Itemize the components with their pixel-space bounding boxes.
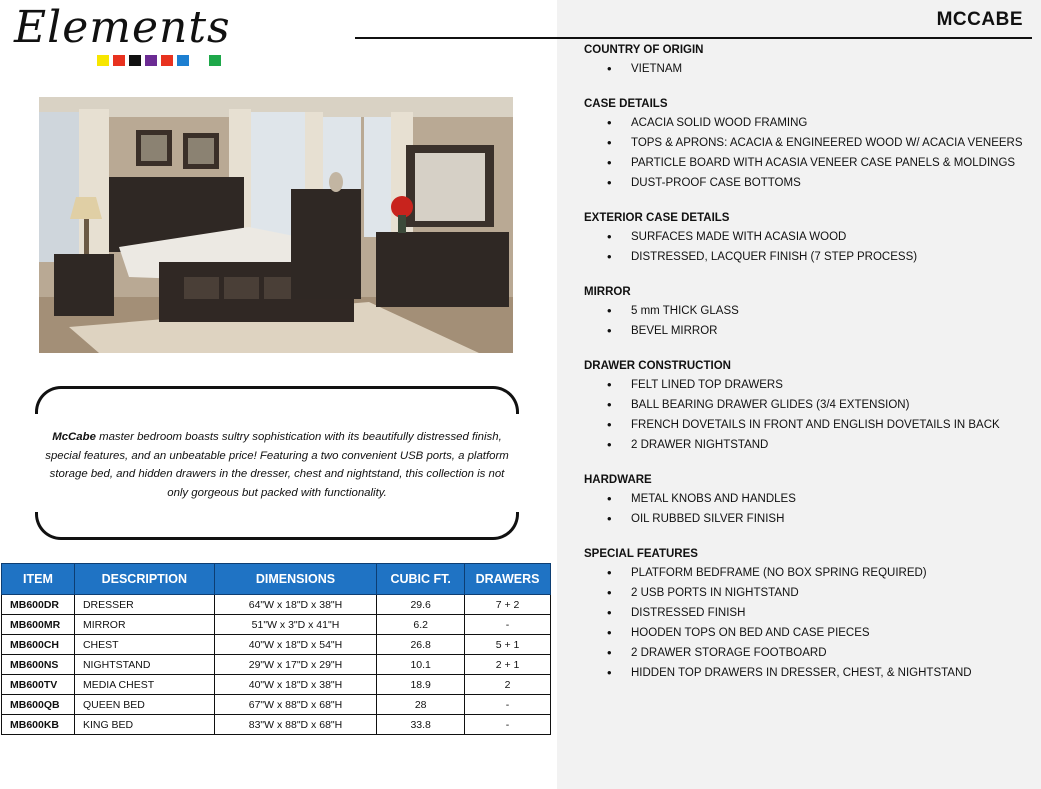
list-item: • PARTICLE BOARD WITH ACASIA VENEER CASE PANELS & MOLDINGS (584, 155, 1034, 171)
list-item: • DISTRESSED FINISH (584, 605, 1034, 621)
color-swatch (193, 55, 205, 66)
list-item: • BEVEL MIRROR (584, 323, 1034, 339)
table-header-row (2, 564, 551, 595)
brand-color-swatches (97, 55, 221, 66)
cell-description: QUEEN BED (74, 695, 214, 715)
color-swatch (145, 55, 157, 66)
cell-drawers: - (465, 715, 551, 735)
list-item: • OIL RUBBED SILVER FINISH (584, 511, 1034, 527)
list-item: • FRENCH DOVETAILS IN FRONT AND ENGLISH DOVETAILS IN BACK (584, 417, 1034, 433)
cell-item: MB600KB (2, 715, 75, 735)
color-swatch (129, 55, 141, 66)
cell-dimensions: 51"W x 3"D x 41"H (214, 615, 377, 635)
table-row (2, 595, 551, 615)
list-item: • 2 DRAWER NIGHTSTAND (584, 437, 1034, 453)
color-swatch (161, 55, 173, 66)
description-bracket-top (35, 386, 519, 414)
cell-dimensions: 67"W x 88"D x 68"H (214, 695, 377, 715)
cell-item: MB600NS (2, 655, 75, 675)
color-swatch (97, 55, 109, 66)
cell-cubic-ft: 6.2 (377, 615, 465, 635)
spec-section (584, 548, 1034, 681)
cell-drawers: - (465, 695, 551, 715)
color-swatch (209, 55, 221, 66)
section-list (584, 565, 1034, 681)
product-photo (39, 97, 513, 353)
cell-item: MB600MR (2, 615, 75, 635)
list-item: • SURFACES MADE WITH ACASIA WOOD (584, 229, 1034, 245)
spec-section (584, 98, 1034, 191)
cell-cubic-ft: 10.1 (377, 655, 465, 675)
cell-cubic-ft: 26.8 (377, 635, 465, 655)
section-title: SPECIAL FEATURES (584, 548, 698, 560)
list-item: • TOPS & APRONS: ACACIA & ENGINEERED WOOD W/ ACACIA VENEERS (584, 135, 1034, 151)
list-item: • ACACIA SOLID WOOD FRAMING (584, 115, 1034, 131)
spec-section (584, 212, 1034, 265)
table-row (2, 695, 551, 715)
section-list (584, 229, 1034, 265)
cell-drawers: 7 + 2 (465, 595, 551, 615)
cell-description: MEDIA CHEST (74, 675, 214, 695)
header-item: ITEM (2, 564, 75, 595)
cell-item: MB600TV (2, 675, 75, 695)
color-swatch (113, 55, 125, 66)
color-swatch (177, 55, 189, 66)
cell-item: MB600QB (2, 695, 75, 715)
section-list (584, 491, 1034, 527)
cell-drawers: 5 + 1 (465, 635, 551, 655)
item-spec-table (1, 563, 551, 735)
table-row (2, 615, 551, 635)
cell-dimensions: 40"W x 18"D x 38"H (214, 675, 377, 695)
product-description (40, 428, 514, 502)
list-item: • 5 mm THICK GLASS (584, 303, 1034, 319)
list-item: • HOODEN TOPS ON BED AND CASE PIECES (584, 625, 1034, 641)
spec-section (584, 44, 1034, 77)
cell-dimensions: 64"W x 18"D x 38"H (214, 595, 377, 615)
table-row (2, 675, 551, 695)
cell-drawers: 2 + 1 (465, 655, 551, 675)
header-drawers: DRAWERS (465, 564, 551, 595)
list-item: • BALL BEARING DRAWER GLIDES (3/4 EXTENSION) (584, 397, 1034, 413)
spec-sections (584, 44, 1034, 702)
spec-section (584, 286, 1034, 339)
header-dimensions: DIMENSIONS (214, 564, 377, 595)
header-description: DESCRIPTION (74, 564, 214, 595)
section-title: CASE DETAILS (584, 98, 668, 110)
cell-cubic-ft: 18.9 (377, 675, 465, 695)
section-list (584, 115, 1034, 191)
cell-dimensions: 29"W x 17"D x 29"H (214, 655, 377, 675)
cell-description: CHEST (74, 635, 214, 655)
cell-cubic-ft: 29.6 (377, 595, 465, 615)
table-row (2, 655, 551, 675)
cell-drawers: - (465, 615, 551, 635)
cell-dimensions: 83"W x 88"D x 68"H (214, 715, 377, 735)
cell-dimensions: 40"W x 18"D x 54"H (214, 635, 377, 655)
cell-description: KING BED (74, 715, 214, 735)
list-item: • METAL KNOBS AND HANDLES (584, 491, 1034, 507)
section-list (584, 377, 1034, 453)
section-list (584, 61, 1034, 77)
spec-section (584, 360, 1034, 453)
cell-description: MIRROR (74, 615, 214, 635)
list-item: • VIETNAM (584, 61, 1034, 77)
section-title: DRAWER CONSTRUCTION (584, 360, 731, 372)
list-item: • 2 USB PORTS IN NIGHTSTAND (584, 585, 1034, 601)
cell-cubic-ft: 33.8 (377, 715, 465, 735)
brand-logo: Elements (14, 2, 231, 53)
list-item: • PLATFORM BEDFRAME (NO BOX SPRING REQUIRED) (584, 565, 1034, 581)
section-title: MIRROR (584, 286, 631, 298)
cell-item: MB600CH (2, 635, 75, 655)
cell-description: DRESSER (74, 595, 214, 615)
header-cubic-ft: CUBIC FT. (377, 564, 465, 595)
list-item: • FELT LINED TOP DRAWERS (584, 377, 1034, 393)
spec-section (584, 474, 1034, 527)
cell-drawers: 2 (465, 675, 551, 695)
header-rule (355, 37, 1032, 39)
section-title: EXTERIOR CASE DETAILS (584, 212, 730, 224)
list-item: • HIDDEN TOP DRAWERS IN DRESSER, CHEST, & NIGHTSTAND (584, 665, 1034, 681)
cell-description: NIGHTSTAND (74, 655, 214, 675)
list-item: • DISTRESSED, LACQUER FINISH (7 STEP PROCESS) (584, 249, 1034, 265)
description-product-name: McCabe (52, 431, 96, 443)
section-title: COUNTRY OF ORIGIN (584, 44, 704, 56)
description-bracket-bottom (35, 512, 519, 540)
cell-item: MB600DR (2, 595, 75, 615)
product-title: MCCABE (936, 9, 1023, 30)
list-item: • 2 DRAWER STORAGE FOOTBOARD (584, 645, 1034, 661)
cell-cubic-ft: 28 (377, 695, 465, 715)
list-item: • DUST-PROOF CASE BOTTOMS (584, 175, 1034, 191)
table-row (2, 635, 551, 655)
section-list (584, 303, 1034, 339)
section-title: HARDWARE (584, 474, 652, 486)
description-body: master bedroom boasts sultry sophistication with its beautifully distressed finish, special features, and an unbeatable price! Featuring a two convenient USB ports, a platform storage bed, and hidden drawers in the dresser, chest and nightstand, this collection is not only gorgeous but packed with functionality. (45, 431, 509, 499)
table-row (2, 715, 551, 735)
